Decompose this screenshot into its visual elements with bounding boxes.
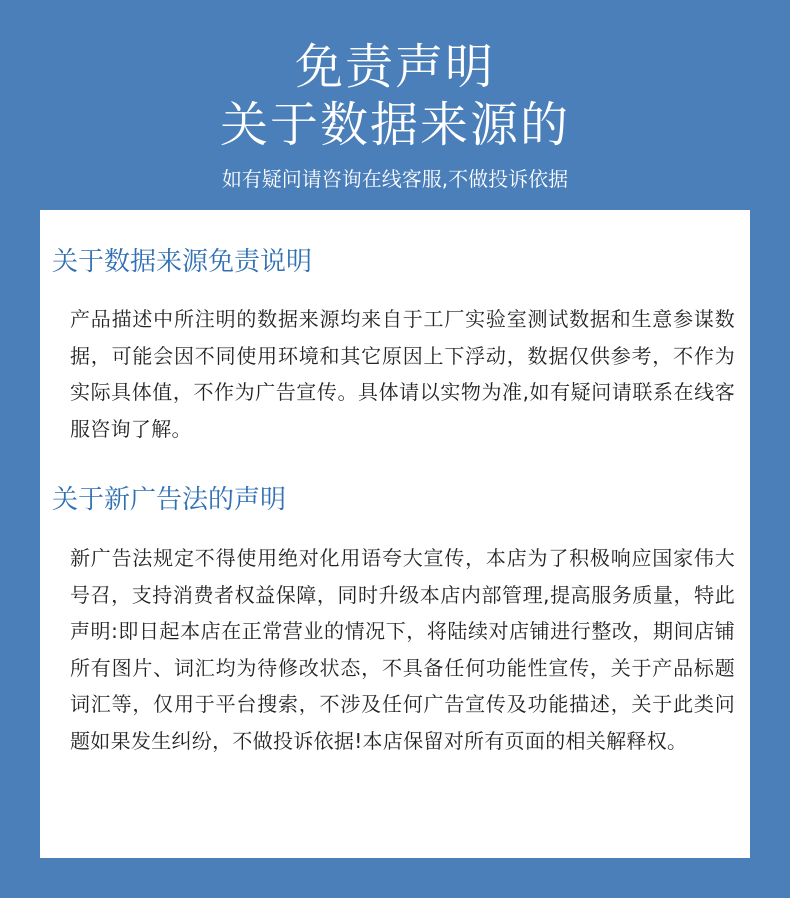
section-title-advertising-law: 关于新广告法的声明	[52, 485, 287, 515]
section-title-data-source: 关于数据来源免责说明	[52, 247, 313, 277]
header	[0, 0, 790, 210]
page-subtitle: 如有疑问请咨询在线客服,不做投诉依据	[221, 167, 569, 191]
disclaimer-card	[40, 210, 750, 858]
page-title-secondary: 关于数据来源的	[219, 97, 570, 153]
section-body-advertising-law: 新广告法规定不得使用绝对化用语夸大宣传，本店为了积极响应国家伟大号召，支持消费者权益保障，同时升级本店内部管理,提高服务质量，特此声明:即日起本店在正常营业的情况下，将陆续对店铺进行整改，期间店铺所有图片、词汇均为待修改状态，不具备任何功能性宣传，关于产品标题词汇等，仅用于平台搜索，不涉及任何广告宣传及功能描述，关于此类问题如果发生纠纷，不做投诉依据!本店保留对所有页面的相关解释权。	[70, 546, 735, 753]
section-body-data-source: 产品描述中所注明的数据来源均来自于工厂实验室测试数据和生意参谋数据，可能会因不同使用环境和其它原因上下浮动，数据仅供参考，不作为实际具体值，不作为广告宣传。具体请以实物为准,如有疑问请联系在线客服咨询了解。	[70, 307, 735, 441]
page-title: 免责声明	[294, 39, 495, 95]
